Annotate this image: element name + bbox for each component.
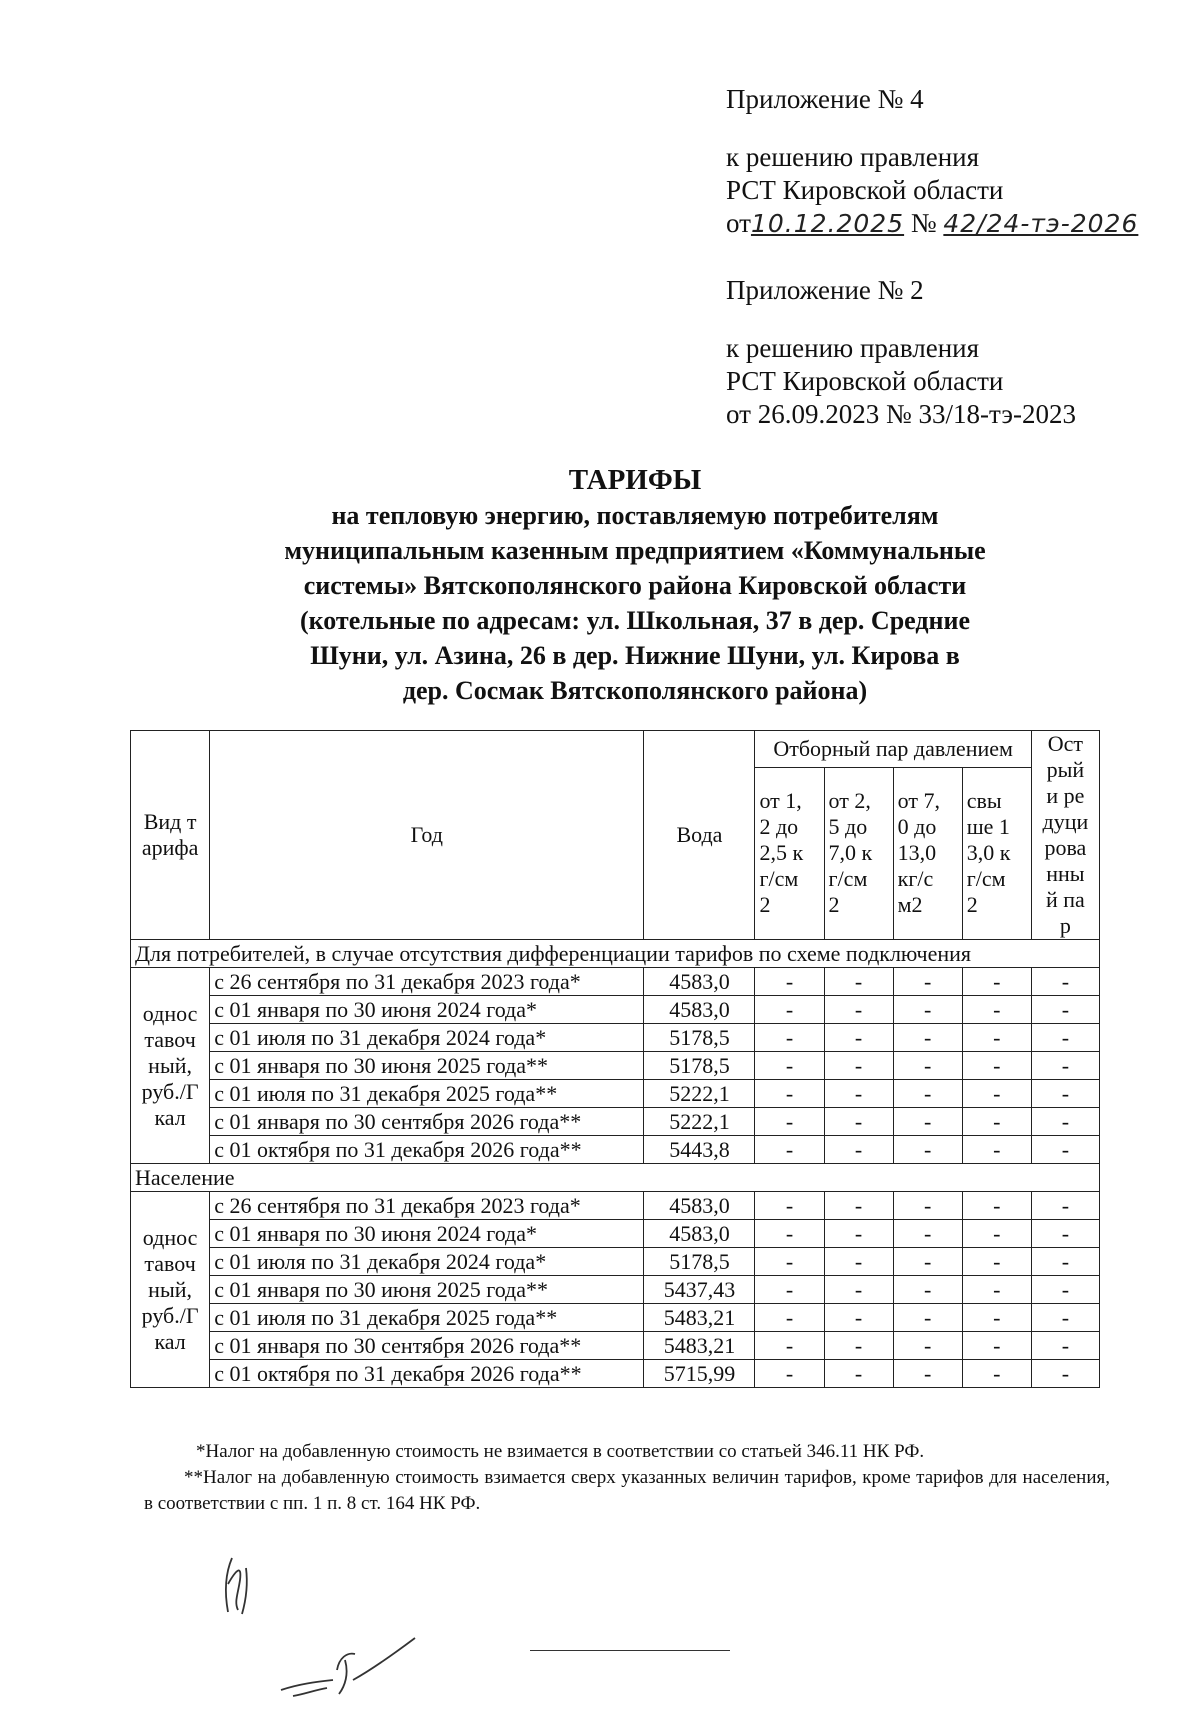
subheader-pressure-3: от 7,0 до 13,0 кг/см2 xyxy=(893,767,962,939)
period-cell: с 01 января по 30 июня 2024 года* xyxy=(210,1220,644,1248)
water-tariff-cell: 5437,43 xyxy=(644,1276,755,1304)
empty-tariff-cell: - xyxy=(962,1024,1031,1052)
empty-tariff-cell: - xyxy=(755,996,824,1024)
empty-tariff-cell: - xyxy=(755,1360,824,1388)
water-tariff-cell: 4583,0 xyxy=(644,1192,755,1220)
signature-line xyxy=(530,1650,730,1651)
period-cell: с 26 сентября по 31 декабря 2023 года* xyxy=(210,968,644,996)
empty-tariff-cell: - xyxy=(962,1304,1031,1332)
empty-tariff-cell: - xyxy=(824,1360,893,1388)
empty-tariff-cell: - xyxy=(824,968,893,996)
empty-tariff-cell: - xyxy=(824,1080,893,1108)
empty-tariff-cell: - xyxy=(1031,1052,1099,1080)
section-label: Население xyxy=(131,1164,1100,1192)
table-row xyxy=(131,1220,1100,1248)
signature-mark xyxy=(275,1630,425,1705)
empty-tariff-cell: - xyxy=(962,1108,1031,1136)
empty-tariff-cell: - xyxy=(1031,1360,1099,1388)
section-label: Для потребителей, в случае отсутствия дифференциации тарифов по схеме подключения xyxy=(131,940,1100,968)
footnotes xyxy=(144,1439,1110,1517)
water-tariff-cell: 4583,0 xyxy=(644,968,755,996)
period-cell: с 01 января по 30 июня 2024 года* xyxy=(210,996,644,1024)
empty-tariff-cell: - xyxy=(893,1276,962,1304)
water-tariff-cell: 5483,21 xyxy=(644,1304,755,1332)
footnote-1: *Налог на добавленную стоимость не взимается в соответствии со статьей 346.11 НК РФ. xyxy=(196,1441,925,1462)
water-tariff-cell: 5178,5 xyxy=(644,1024,755,1052)
table-row xyxy=(131,996,1100,1024)
empty-tariff-cell: - xyxy=(1031,1192,1099,1220)
empty-tariff-cell: - xyxy=(893,1136,962,1164)
appendix-4-title: Приложение № 4 xyxy=(726,84,924,114)
header-water: Вода xyxy=(644,731,755,940)
empty-tariff-cell: - xyxy=(755,1220,824,1248)
empty-tariff-cell: - xyxy=(824,996,893,1024)
table-row xyxy=(131,968,1100,996)
empty-tariff-cell: - xyxy=(824,1220,893,1248)
number-prefix: № xyxy=(910,208,937,238)
table-row xyxy=(131,1276,1100,1304)
empty-tariff-cell: - xyxy=(893,1108,962,1136)
period-cell: с 01 января по 30 сентября 2026 года** xyxy=(210,1108,644,1136)
empty-tariff-cell: - xyxy=(755,1052,824,1080)
water-tariff-cell: 5443,8 xyxy=(644,1136,755,1164)
table-row xyxy=(131,1332,1100,1360)
empty-tariff-cell: - xyxy=(1031,1276,1099,1304)
header-sharp-steam: Острый и редуцированный пар xyxy=(1031,731,1099,940)
table-row xyxy=(131,1360,1100,1388)
table-row xyxy=(131,1108,1100,1136)
empty-tariff-cell: - xyxy=(1031,1248,1099,1276)
empty-tariff-cell: - xyxy=(1031,968,1099,996)
empty-tariff-cell: - xyxy=(1031,1080,1099,1108)
table-row xyxy=(131,1304,1100,1332)
empty-tariff-cell: - xyxy=(1031,1220,1099,1248)
empty-tariff-cell: - xyxy=(962,1360,1031,1388)
section-row xyxy=(131,1164,1100,1192)
empty-tariff-cell: - xyxy=(962,1080,1031,1108)
empty-tariff-cell: - xyxy=(962,1192,1031,1220)
tariff-kind-cell: одноставочный, руб./Гкал xyxy=(131,1192,210,1388)
header-tariff-kind: Вид тарифа xyxy=(131,731,210,940)
tariff-kind-cell: одноставочный, руб./Гкал xyxy=(131,968,210,1164)
empty-tariff-cell: - xyxy=(893,1304,962,1332)
empty-tariff-cell: - xyxy=(1031,996,1099,1024)
empty-tariff-cell: - xyxy=(755,1108,824,1136)
empty-tariff-cell: - xyxy=(893,1192,962,1220)
heading-line: системы» Вятскополянского района Кировской области xyxy=(303,571,967,600)
table-row xyxy=(131,1248,1100,1276)
section-row xyxy=(131,940,1100,968)
tariff-table-body xyxy=(131,731,1100,1388)
empty-tariff-cell: - xyxy=(893,1080,962,1108)
initials-mark xyxy=(212,1550,272,1620)
subheader-pressure-2: от 2,5 до 7,0 кг/см2 xyxy=(824,767,893,939)
heading-line: на тепловую энергию, поставляемую потребителям xyxy=(331,501,939,530)
appendix-4-block xyxy=(726,83,1138,240)
water-tariff-cell: 5715,99 xyxy=(644,1360,755,1388)
empty-tariff-cell: - xyxy=(755,1024,824,1052)
appendix-2-line2: РСТ Кировской области xyxy=(726,366,1004,396)
empty-tariff-cell: - xyxy=(755,1304,824,1332)
handwritten-date: 10.12.2025 xyxy=(750,209,905,238)
period-cell: с 01 января по 30 июня 2025 года** xyxy=(210,1276,644,1304)
empty-tariff-cell: - xyxy=(755,1248,824,1276)
water-tariff-cell: 5222,1 xyxy=(644,1080,755,1108)
water-tariff-cell: 5178,5 xyxy=(644,1248,755,1276)
water-tariff-cell: 4583,0 xyxy=(644,996,755,1024)
subheader-pressure-1: от 1,2 до 2,5 кг/см2 xyxy=(755,767,824,939)
header-extraction-steam: Отборный пар давлением xyxy=(755,731,1031,768)
empty-tariff-cell: - xyxy=(824,1192,893,1220)
table-row xyxy=(131,1192,1100,1220)
empty-tariff-cell: - xyxy=(1031,1136,1099,1164)
empty-tariff-cell: - xyxy=(824,1276,893,1304)
empty-tariff-cell: - xyxy=(824,1108,893,1136)
water-tariff-cell: 5222,1 xyxy=(644,1108,755,1136)
empty-tariff-cell: - xyxy=(962,968,1031,996)
empty-tariff-cell: - xyxy=(824,1248,893,1276)
empty-tariff-cell: - xyxy=(893,1052,962,1080)
empty-tariff-cell: - xyxy=(1031,1108,1099,1136)
empty-tariff-cell: - xyxy=(893,1220,962,1248)
empty-tariff-cell: - xyxy=(962,1220,1031,1248)
water-tariff-cell: 4583,0 xyxy=(644,1220,755,1248)
empty-tariff-cell: - xyxy=(893,1360,962,1388)
empty-tariff-cell: - xyxy=(1031,1024,1099,1052)
period-cell: с 01 января по 30 сентября 2026 года** xyxy=(210,1332,644,1360)
period-cell: с 26 сентября по 31 декабря 2023 года* xyxy=(210,1192,644,1220)
period-cell: с 01 июля по 31 декабря 2025 года** xyxy=(210,1080,644,1108)
water-tariff-cell: 5178,5 xyxy=(644,1052,755,1080)
empty-tariff-cell: - xyxy=(1031,1332,1099,1360)
heading-title: ТАРИФЫ xyxy=(568,464,702,496)
appendix-2-block xyxy=(726,274,1076,431)
empty-tariff-cell: - xyxy=(824,1332,893,1360)
empty-tariff-cell: - xyxy=(755,1276,824,1304)
period-cell: с 01 октября по 31 декабря 2026 года** xyxy=(210,1136,644,1164)
empty-tariff-cell: - xyxy=(962,1332,1031,1360)
period-cell: с 01 июля по 31 декабря 2024 года* xyxy=(210,1248,644,1276)
period-cell: с 01 июля по 31 декабря 2024 года* xyxy=(210,1024,644,1052)
empty-tariff-cell: - xyxy=(962,996,1031,1024)
appendix-4-line2: РСТ Кировской области xyxy=(726,175,1004,205)
empty-tariff-cell: - xyxy=(893,968,962,996)
appendix-2-title: Приложение № 2 xyxy=(726,275,924,305)
period-cell: с 01 января по 30 июня 2025 года** xyxy=(210,1052,644,1080)
appendix-2-line1: к решению правления xyxy=(726,333,980,363)
header-year: Год xyxy=(210,731,644,940)
footnote-2: **Налог на добавленную стоимость взимается сверх указанных величин тарифов, кроме тарифов для населения, в соответствии с пп. 1 п. 8 ст. 164 НК РФ. xyxy=(144,1467,1110,1514)
empty-tariff-cell: - xyxy=(962,1248,1031,1276)
empty-tariff-cell: - xyxy=(824,1024,893,1052)
appendix-4-date-line xyxy=(726,207,1138,240)
empty-tariff-cell: - xyxy=(1031,1304,1099,1332)
empty-tariff-cell: - xyxy=(824,1304,893,1332)
heading-line: дер. Сосмак Вятскополянского района) xyxy=(402,676,868,705)
empty-tariff-cell: - xyxy=(755,1136,824,1164)
table-row xyxy=(131,1080,1100,1108)
empty-tariff-cell: - xyxy=(755,968,824,996)
table-header-row xyxy=(131,731,1100,768)
empty-tariff-cell: - xyxy=(893,1332,962,1360)
empty-tariff-cell: - xyxy=(755,1332,824,1360)
appendix-4-line1: к решению правления xyxy=(726,142,980,172)
heading-line: Шуни, ул. Азина, 26 в дер. Нижние Шуни, ул. Кирова в xyxy=(310,641,960,670)
document-heading xyxy=(120,462,1150,708)
subheader-pressure-4: свыше 13,0 кг/см2 xyxy=(962,767,1031,939)
empty-tariff-cell: - xyxy=(893,996,962,1024)
empty-tariff-cell: - xyxy=(893,1248,962,1276)
empty-tariff-cell: - xyxy=(755,1192,824,1220)
table-row xyxy=(131,1136,1100,1164)
empty-tariff-cell: - xyxy=(755,1080,824,1108)
empty-tariff-cell: - xyxy=(962,1052,1031,1080)
period-cell: с 01 июля по 31 декабря 2025 года** xyxy=(210,1304,644,1332)
water-tariff-cell: 5483,21 xyxy=(644,1332,755,1360)
appendix-2-line3: от 26.09.2023 № 33/18-тэ-2023 xyxy=(726,399,1076,429)
heading-line: муниципальным казенным предприятием «Коммунальные xyxy=(284,536,986,565)
period-cell: с 01 октября по 31 декабря 2026 года** xyxy=(210,1360,644,1388)
date-prefix: от xyxy=(726,208,751,238)
handwritten-number: 42/24-тэ-2026 xyxy=(943,209,1139,238)
heading-line: (котельные по адресам: ул. Школьная, 37 в дер. Средние xyxy=(299,606,971,635)
tariff-table xyxy=(130,730,1100,1388)
empty-tariff-cell: - xyxy=(824,1136,893,1164)
empty-tariff-cell: - xyxy=(962,1276,1031,1304)
table-row xyxy=(131,1024,1100,1052)
empty-tariff-cell: - xyxy=(824,1052,893,1080)
table-row xyxy=(131,1052,1100,1080)
empty-tariff-cell: - xyxy=(962,1136,1031,1164)
empty-tariff-cell: - xyxy=(893,1024,962,1052)
